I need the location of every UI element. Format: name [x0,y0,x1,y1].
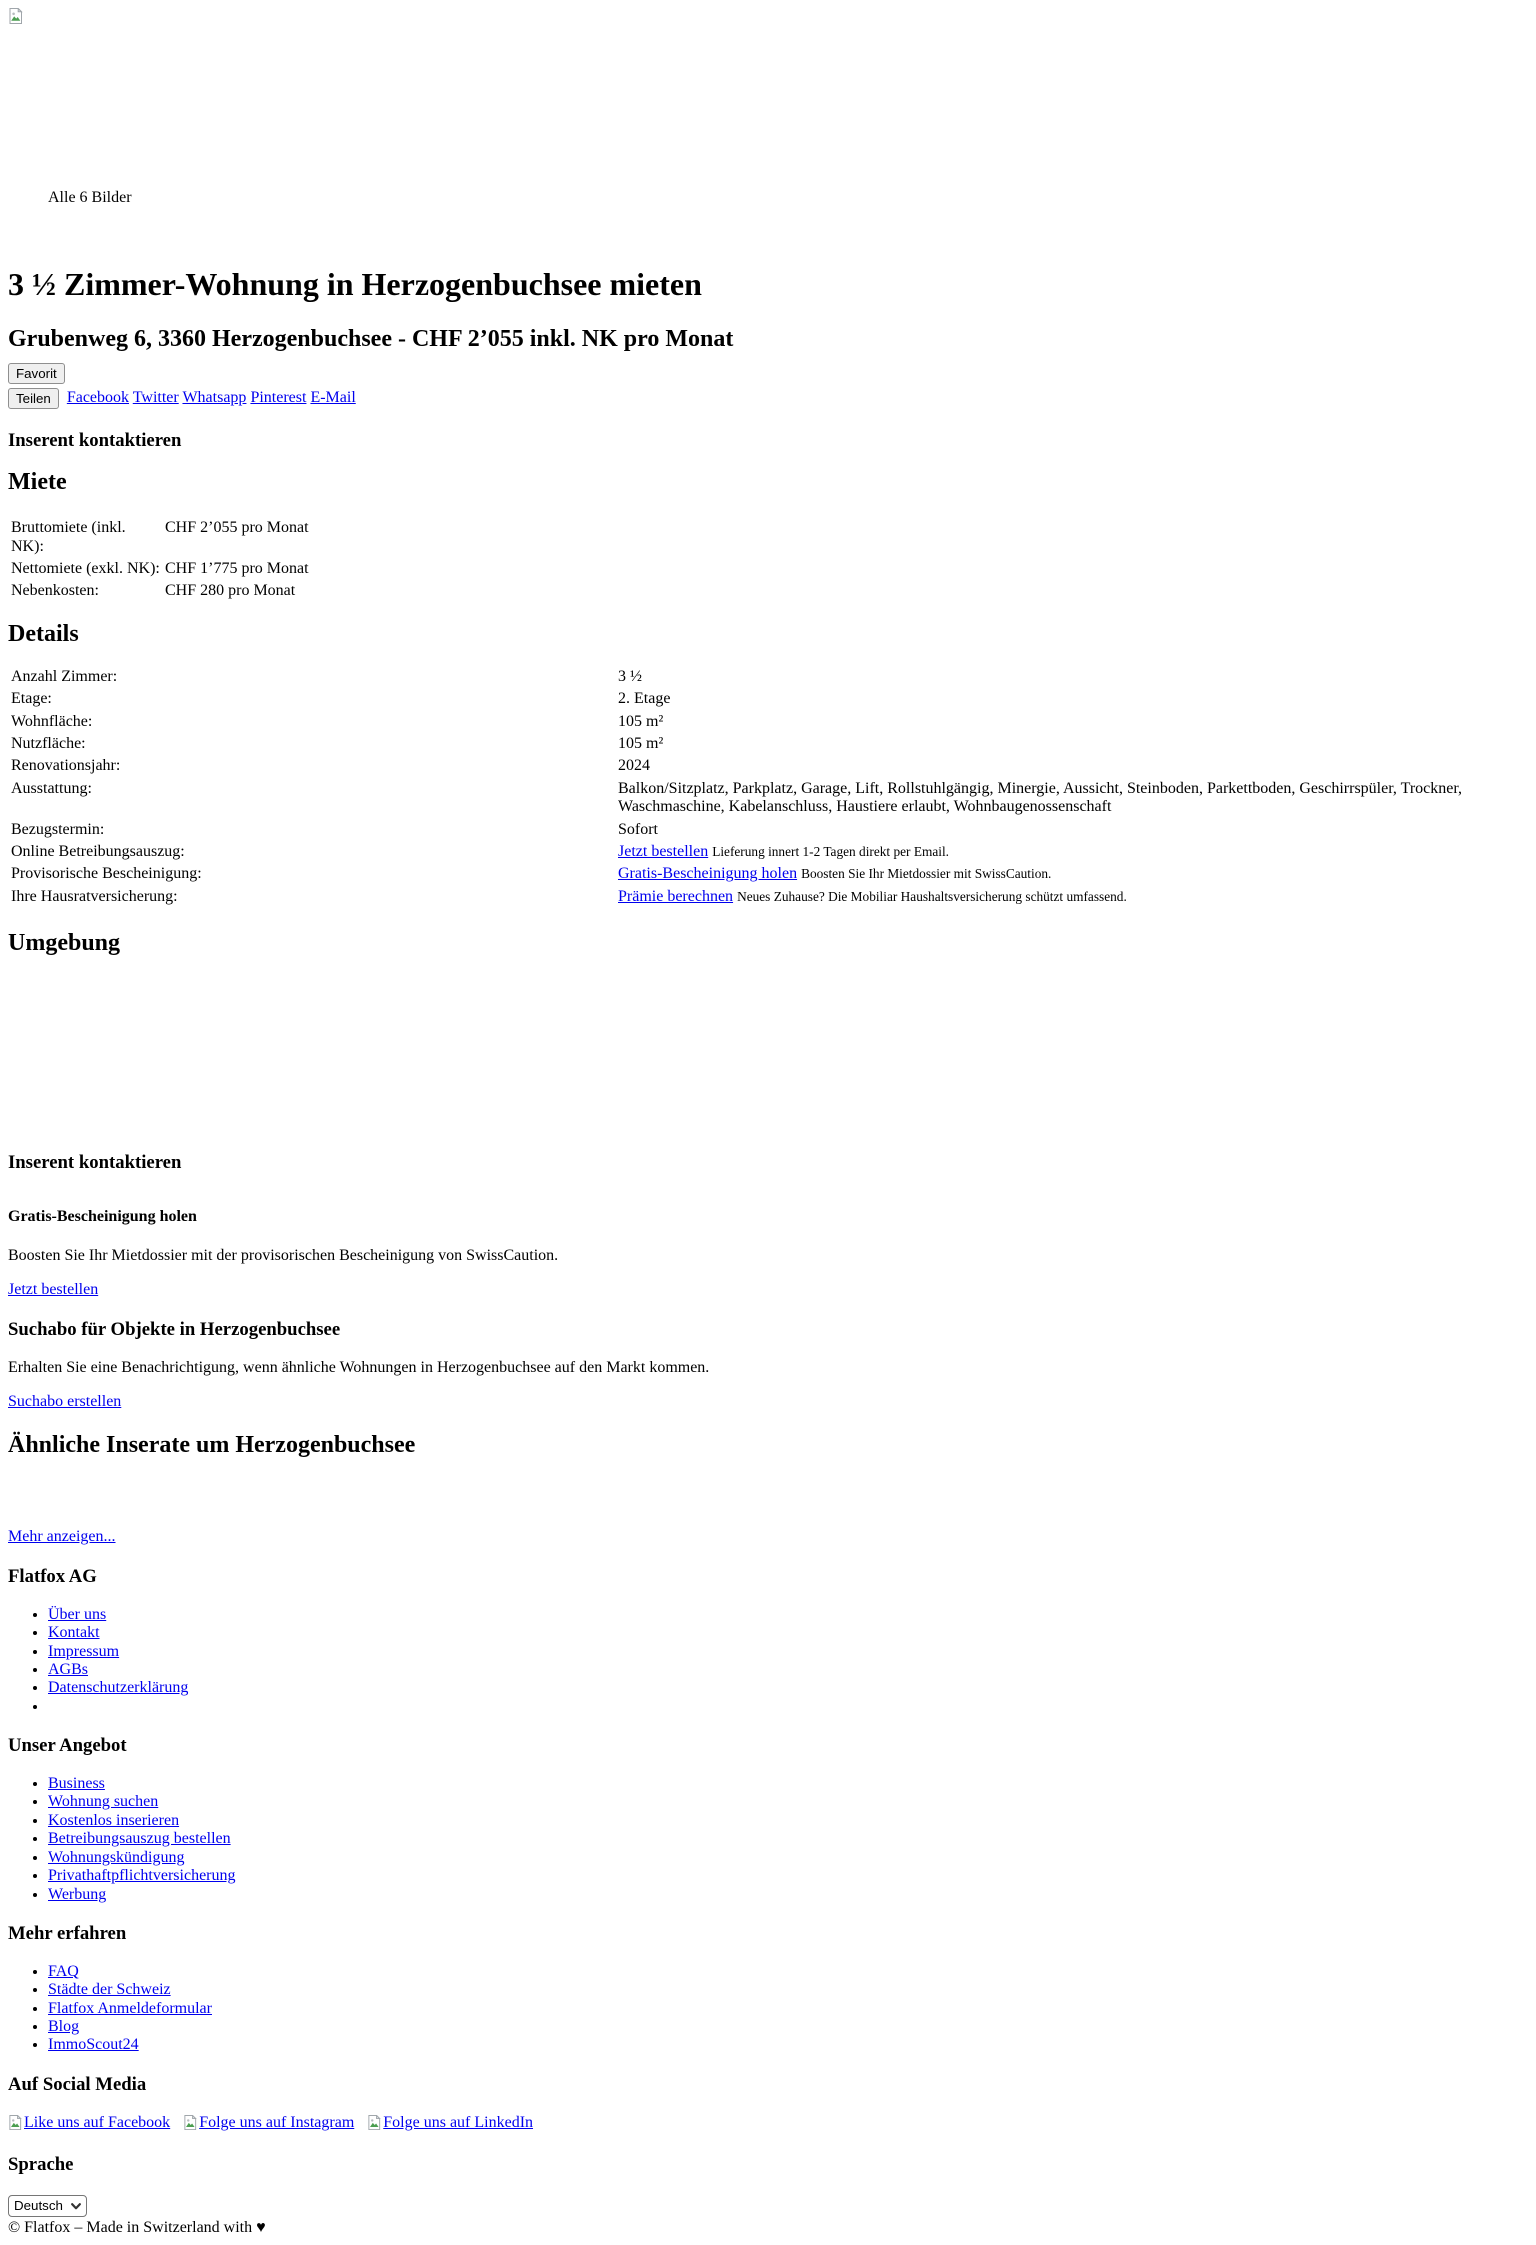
list-item [48,1698,1528,1716]
list-item [48,2000,1528,2018]
list-item [48,1624,1528,1642]
list-item [48,1812,1528,1830]
detail-label: Provisorische Bescheinigung: [11,865,202,883]
detail-value: Balkon/Sitzplatz, Parkplatz, Garage, Lift, Rollstuhlgängig, Minergie, Aussicht, Steinboden, Parkettboden, Geschirrspüler, Trockner, Waschmaschine, Kabelanschluss, Haustiere erlaubt, Wohnbaugenossenschaft [618,779,1463,816]
rent-table [8,516,312,604]
detail-label: Online Betreibungsauszug: [11,842,185,860]
detail-value: 2. Etage [618,690,671,708]
similar-listings-strip [8,1479,1528,1512]
favorite-button[interactable]: Favorit [8,363,65,384]
language-select-value: Deutsch [14,2198,63,2214]
list-item [48,1643,1528,1661]
contact-advertiser-heading: Inserent kontaktieren [8,1152,182,1174]
list-item [48,1867,1528,1885]
share-links [67,389,356,406]
terms-link[interactable]: AGBs [48,1660,89,1678]
swisscaution-text: Boosten Sie Ihr Mietdossier mit der provisorischen Bescheinigung von SwissCaution. [8,1247,559,1265]
language-select[interactable] [8,2195,87,2216]
search-apartment-link[interactable]: Wohnung suchen [48,1793,159,1811]
list-item [48,2036,1528,2054]
instagram-link[interactable]: Folge uns auf Instagram [183,2114,354,2131]
image-gallery [8,8,1528,208]
debt-extract-link[interactable]: Betreibungsauszug bestellen [48,1830,231,1848]
broken-image-icon [8,2117,23,2134]
table-row [10,756,1526,776]
share-row [8,388,1528,409]
liability-insurance-link[interactable]: Privathaftpflichtversicherung [48,1867,236,1885]
detail-label: Anzahl Zimmer: [11,667,118,685]
detail-value: 2024 [618,757,650,775]
detail-label: Ausstattung: [11,779,92,797]
rent-row-label: Nettomiete (exkl. NK): [11,560,160,578]
detail-label: Wohnfläche: [11,712,93,730]
rent-row-value: CHF 280 pro Monat [165,582,296,600]
order-now-link[interactable]: Jetzt bestellen [8,1281,99,1299]
copyright-text: © Flatfox – Made in Switzerland with ♥ [8,2218,266,2236]
footer-offer-list [8,1775,1528,1904]
footer-company-list [8,1606,1528,1716]
footer-social-heading: Auf Social Media [8,2073,147,2095]
get-certificate-link[interactable]: Gratis-Bescheinigung holen [618,865,798,883]
broken-image-icon [183,2117,198,2134]
contact-link[interactable]: Kontakt [48,1624,100,1642]
broken-image-icon [367,2117,382,2134]
search-subscription-heading: Suchabo für Objekte in Herzogenbuchsee [8,1318,341,1340]
list-item [48,2018,1528,2036]
listing-subtitle: Grubenweg 6, 3360 Herzogenbuchsee - CHF 2’055 inkl. NK pro Monat [8,325,734,352]
table-row [10,518,310,557]
promo-note: Lieferung innert 1-2 Tagen direkt per Email. [712,843,949,859]
table-row [10,820,1526,840]
footer-offer-heading: Unser Angebot [8,1734,127,1756]
list-item [48,1849,1528,1867]
table-row [10,581,310,601]
table-row [10,712,1526,732]
show-more-row [8,1528,1528,1546]
all-photos-button[interactable]: Alle 6 Bilder [48,189,132,207]
table-row [10,842,1526,862]
gallery-strip [8,29,1528,189]
table-row [10,864,1526,884]
chevron-down-icon [71,2198,81,2213]
table-row [10,559,310,579]
rent-row-label: Nebenkosten: [11,582,99,600]
similar-listings-heading: Ähnliche Inserate um Herzogenbuchsee [8,1432,416,1459]
list-item [48,1775,1528,1793]
footer-learn-list [8,1963,1528,2055]
calculate-premium-link[interactable]: Prämie berechnen [618,887,734,905]
detail-label: Renovationsjahr: [11,757,121,775]
detail-label: Nutzfläche: [11,735,86,753]
list-item [48,1981,1528,1999]
list-item [48,1793,1528,1811]
table-row [10,667,1526,687]
create-search-subscription-link[interactable]: Suchabo erstellen [8,1393,122,1411]
swisscaution-heading: Gratis-Bescheinigung holen [8,1207,197,1225]
share-email-link[interactable]: E-Mail [310,388,356,406]
free-listing-link[interactable]: Kostenlos inserieren [48,1811,180,1829]
detail-value: Sofort [618,820,658,838]
detail-value [617,887,1526,907]
share-twitter-link[interactable]: Twitter [132,388,179,406]
list-item [48,1661,1528,1679]
order-debt-extract-link[interactable]: Jetzt bestellen [618,842,709,860]
favorite-row [8,363,1528,384]
detail-value: 3 ½ [618,667,642,685]
list-item [48,1830,1528,1848]
broken-image-icon [8,11,24,28]
promo-note: Boosten Sie Ihr Mietdossier mit SwissCaution. [801,866,1052,882]
about-us-link[interactable]: Über uns [48,1605,107,1623]
language-heading: Sprache [8,2153,74,2175]
detail-label: Etage: [11,690,52,708]
list-item [48,1886,1528,1904]
imprint-link[interactable]: Impressum [48,1642,120,1660]
blog-link[interactable]: Blog [48,2018,80,2035]
business-link[interactable]: Business [48,1775,105,1793]
list-item [48,1963,1528,1981]
promo-note: Neues Zuhause? Die Mobiliar Haushaltsversicherung schützt umfassend. [737,888,1127,904]
rent-row-value: CHF 1’775 pro Monat [165,560,309,578]
detail-label: Bezugstermin: [11,820,105,838]
list-item [48,1606,1528,1624]
rent-row-value: CHF 2’055 pro Monat [165,519,309,537]
detail-label: Ihre Hausratversicherung: [11,887,178,905]
privacy-link[interactable]: Datenschutzerklärung [48,1679,189,1697]
rent-heading: Miete [8,469,67,496]
termination-link[interactable]: Wohnungskündigung [48,1848,185,1866]
contact-advertiser-heading: Inserent kontaktieren [8,429,182,451]
share-whatsapp-link[interactable]: Whatsapp [182,388,247,406]
table-row [10,734,1526,754]
swisscaution-order-row [8,1281,1528,1299]
swiss-cities-link[interactable]: Städte der Schweiz [48,1981,171,1999]
detail-value [617,842,1526,862]
table-row [10,887,1526,907]
search-subscription-row [8,1393,1528,1411]
detail-value: 105 m² [618,712,664,730]
share-facebook-link[interactable]: Facebook [66,388,130,406]
footer-learn-heading: Mehr erfahren [8,1922,127,1944]
detail-value [617,864,1526,884]
gallery-image-link[interactable] [8,8,24,24]
social-links-row [8,2114,1528,2135]
table-row [10,779,1526,818]
signup-form-link[interactable]: Flatfox Anmeldeformular [48,1999,212,2017]
linkedin-link[interactable]: Folge uns auf LinkedIn [367,2114,533,2131]
facebook-link[interactable]: Like uns auf Facebook [8,2114,170,2131]
show-more-link[interactable]: Mehr anzeigen... [8,1528,116,1546]
immoscout24-link[interactable]: ImmoScout24 [48,2036,139,2054]
surroundings-heading: Umgebung [8,930,121,957]
advertising-link[interactable]: Werbung [48,1885,107,1903]
list-item [48,1679,1528,1697]
rent-row-label: Bruttomiete (inkl. NK): [11,519,126,555]
search-subscription-text: Erhalten Sie eine Benachrichtigung, wenn ähnliche Wohnungen in Herzogenbuchsee auf den Markt kommen. [8,1358,710,1376]
details-table [8,665,1528,909]
share-pinterest-link[interactable]: Pinterest [250,388,307,406]
faq-link[interactable]: FAQ [48,1962,79,1980]
table-row [10,689,1526,709]
detail-value: 105 m² [618,735,664,753]
map-area [8,973,1528,1133]
footer-company-heading: Flatfox AG [8,1565,97,1587]
page-title: 3 ½ Zimmer-Wohnung in Herzogenbuchsee mieten [8,265,702,302]
share-button[interactable]: Teilen [8,388,59,409]
details-heading: Details [8,620,79,647]
language-row [8,2195,1528,2216]
